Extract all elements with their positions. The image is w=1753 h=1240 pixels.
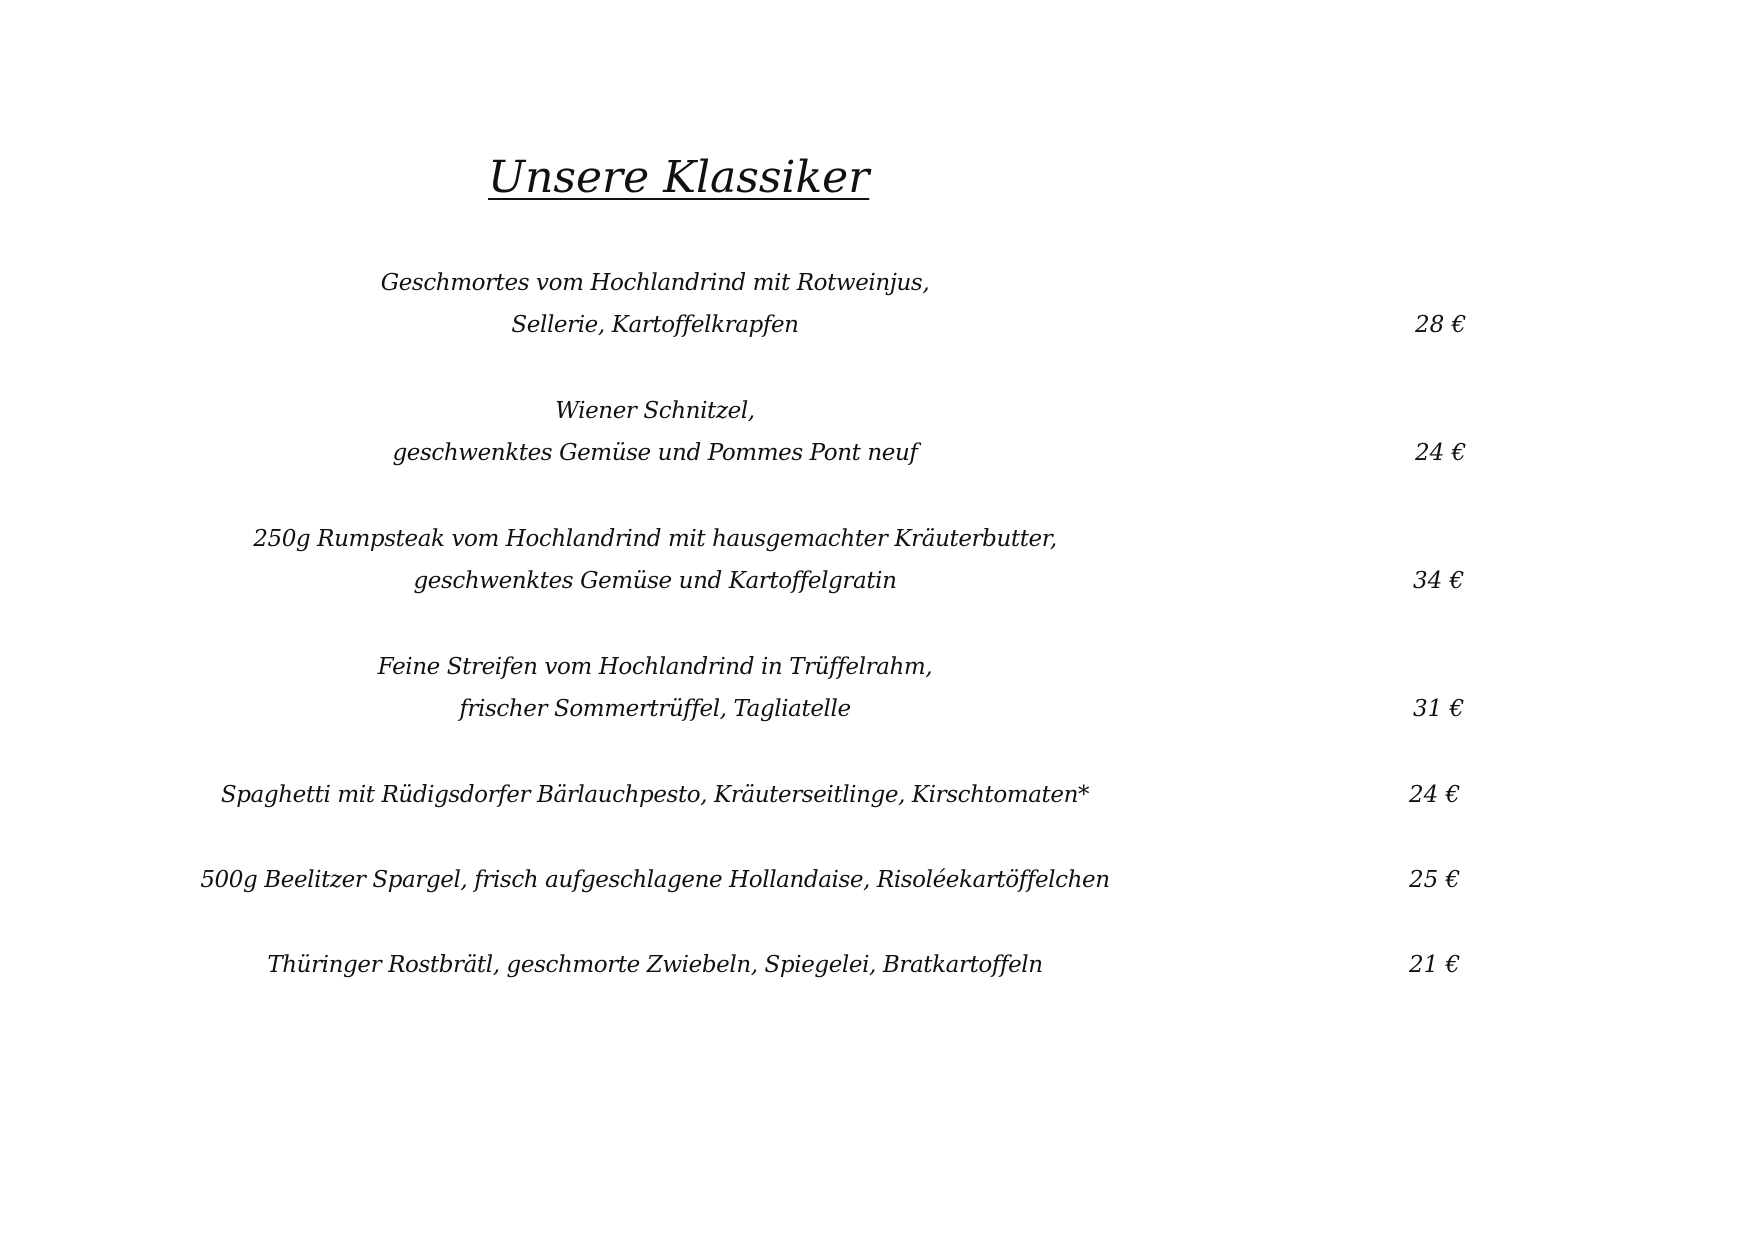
- menu-item-price: 24 €: [1409, 782, 1461, 808]
- menu-item-price: 25 €: [1409, 867, 1461, 893]
- menu-item-description-line: Spaghetti mit Rüdigsdorfer Bärlauchpesto, Kräuterseitlinge, Kirschtomaten*: [220, 782, 1090, 808]
- menu-item-description-line: Thüringer Rostbrätl, geschmorte Zwiebeln, Spiegelei, Bratkartoffeln: [267, 952, 1043, 978]
- menu-item-description-line: Sellerie, Kartoffelkrapfen: [511, 312, 799, 338]
- menu-item-price: 24 €: [1415, 440, 1467, 466]
- menu-item-description-line: Geschmortes vom Hochlandrind mit Rotweinjus,: [380, 270, 930, 296]
- menu-title: Unsere Klassiker: [488, 152, 870, 203]
- menu-item-price: 31 €: [1413, 696, 1465, 722]
- menu-item-price: 34 €: [1413, 568, 1465, 594]
- menu-item-description-line: Wiener Schnitzel,: [555, 398, 755, 424]
- menu-item-price: 21 €: [1409, 952, 1461, 978]
- menu-item-description-line: Feine Streifen vom Hochlandrind in Trüffelrahm,: [377, 654, 933, 680]
- menu-item-description-line: frischer Sommertrüffel, Tagliatelle: [459, 696, 851, 722]
- menu-item-description-line: geschwenktes Gemüse und Pommes Pont neuf: [392, 440, 918, 466]
- menu-item-description-line: 250g Rumpsteak vom Hochlandrind mit hausgemachter Kräuterbutter,: [253, 526, 1057, 552]
- menu-item-price: 28 €: [1415, 312, 1467, 338]
- menu-item-description-line: 500g Beelitzer Spargel, frisch aufgeschlagene Hollandaise, Risoléekartöffelchen: [200, 867, 1110, 893]
- menu-item-description-line: geschwenktes Gemüse und Kartoffelgratin: [413, 568, 897, 594]
